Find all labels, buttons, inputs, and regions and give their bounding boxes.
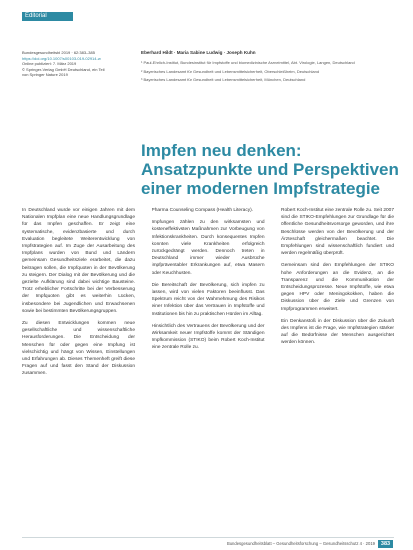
paragraph: In Deutschland wurde vor einigen Jahren mit dem Nationalen Impfplan eine neue Handlungsgrundlage für das Impfen geschaffen. Er zeigt eine systematische, evidenzbasierte und durch Evaluation begleitete Weiterentwicklung von Impfstrategien auf. Im Zuge der Ausarbeitung des Impfplans wurden von Bund und Ländern gemeinsam Gesundheitsziele erarbeitet, die dazu beitragen sollen, die Impfquoten in der Bevölkerung zu steigern. Der Dialog mit der Bevölkerung und die gezielte Aufklärung sind dabei wichtige Bausteine. Trotz erheblicher Fortschritte bei der Verbesserung der Impfquoten gibt es weiterhin Lücken, insbesondere bei Jugendlichen und Erwachsenen sowie bei bestimmten Bevölkerungsgruppen.	[22, 208, 135, 314]
paragraph: Hinsichtlich des Vertrauens der Bevölkerung und der Wirksamkeit neuer Impfstoffe kommt der Ständigen Impfkommission (STIKO) beim Robert Koch-Institut eine zentrale Rolle zu.	[151, 323, 265, 351]
body-column-2	[152, 207, 265, 521]
article-meta	[22, 50, 134, 78]
paragraph: Ein Denkanstoß in der Diskussion über die Zukunft des Impfens ist die Frage, wie Impfstrategien stärker auf die Bedürfnisse der Menschen ausgerichtet werden können.	[281, 318, 394, 346]
paragraph: Zu diesen Entwicklungen kommen neue gesellschaftliche und wissenschaftliche Herausforderungen. Die Entscheidung der Menschen für oder gegen eine Impfung ist vielschichtig und hängt von Wissen, Einstellungen und Erfahrungen ab. Dieses Themenheft greift diese Fragen auf und fasst den Stand der Diskussion zusammen.	[22, 321, 135, 377]
affiliations	[141, 60, 391, 86]
author-list: Eberhard Hildt · Maria Sabine Ludwig · Joseph Kuhn	[141, 50, 256, 55]
meta-copyright: © Springer-Verlag GmbH Deutschland, ein Teil	[22, 66, 105, 72]
title-line-3: einer modernen Impfstrategie	[141, 179, 381, 198]
footer-divider	[22, 537, 394, 538]
page-footer	[0, 540, 413, 550]
meta-published: Online publiziert: 7. März 2019	[22, 61, 77, 67]
body-column-1	[22, 207, 135, 521]
affiliation-1: ¹ Paul-Ehrlich-Institut, Bundesinstitut für Impfstoffe und biomedizinische Arzneimittel, Abt. Virologie, Langen, Deutschland	[141, 60, 355, 65]
paragraph: Die Bereitschaft der Bevölkerung, sich impfen zu lassen, wird von vielen Faktoren beeinflusst. Das Spektrum reicht von der Wahrnehmung des Risikos einer Infektion über das Vertrauen in Impfstoffe und Institutionen bis hin zu praktischen Hürden im Alltag.	[151, 282, 265, 317]
page-number: 383	[378, 540, 393, 548]
affiliation-2: ² Bayerisches Landesamt für Gesundheit und Lebensmittelsicherheit, Oberschleißheim, Deutschland	[141, 68, 320, 74]
footer-journal: Bundesgesundheitsblatt – Gesundheitsforschung – Gesundheitsschutz 4 · 2019	[226, 541, 375, 546]
article-title	[141, 141, 399, 198]
paragraph: Gemeinsam sind den Empfehlungen der STIKO hohe Anforderungen an die Evidenz, an die Transparenz und die Kommunikation der Entscheidungsprozesse. Neue Impfstoffe, wie etwa gegen HPV oder Meningokokken, haben die Diskussion über die Ziele und Grenzen von Impfprogrammen erweitert.	[281, 263, 394, 312]
paragraph: Robert Koch-Institut eine zentrale Rolle zu. Seit 2007 sind die STIKO-Empfehlungen zur Grundlage für die öffentliche Gesundheitsvorsorge geworden, und ihre Beschlüsse werden von der Bevölkerung und der Ärzteschaft gleichermaßen beachtet. Die Empfehlungen sind wissenschaftlich fundiert und werden regelmäßig überprüft.	[281, 208, 394, 257]
paragraph: Impfungen zählen zu den wirksamsten und kosteneffektivsten Maßnahmen zur Vorbeugung von Infektionskrankheiten. Durch konsequentes Impfen konnten viele Krankheiten erfolgreich zurückgedrängt werden. Dennoch treten in Deutschland immer wieder Ausbrüche impfpräventabler Erkrankungen auf, etwa Masern oder Keuchhusten.	[151, 220, 265, 276]
paragraph: Pharma Counseling Compass (Health Literacy).	[151, 208, 254, 213]
title-line-1: Impfen neu denken:	[141, 141, 302, 160]
body-column-3	[281, 207, 394, 521]
affiliation-3: ³ Bayerisches Landesamt für Gesundheit und Lebensmittelsicherheit, München, Deutschland	[141, 77, 306, 83]
title-line-2: Ansatzpunkte und Perspektiven	[141, 160, 399, 179]
meta-copyright-cont: von Springer Nature 2019	[22, 72, 68, 78]
meta-citation: Bundesgesundheitsbl 2019 · 62:383–385	[22, 50, 95, 55]
body-columns	[22, 207, 394, 521]
meta-doi-link[interactable]: https://doi.org/10.1007/s00103-019-02914-w	[22, 55, 101, 61]
section-tag: Editorial	[22, 12, 73, 21]
